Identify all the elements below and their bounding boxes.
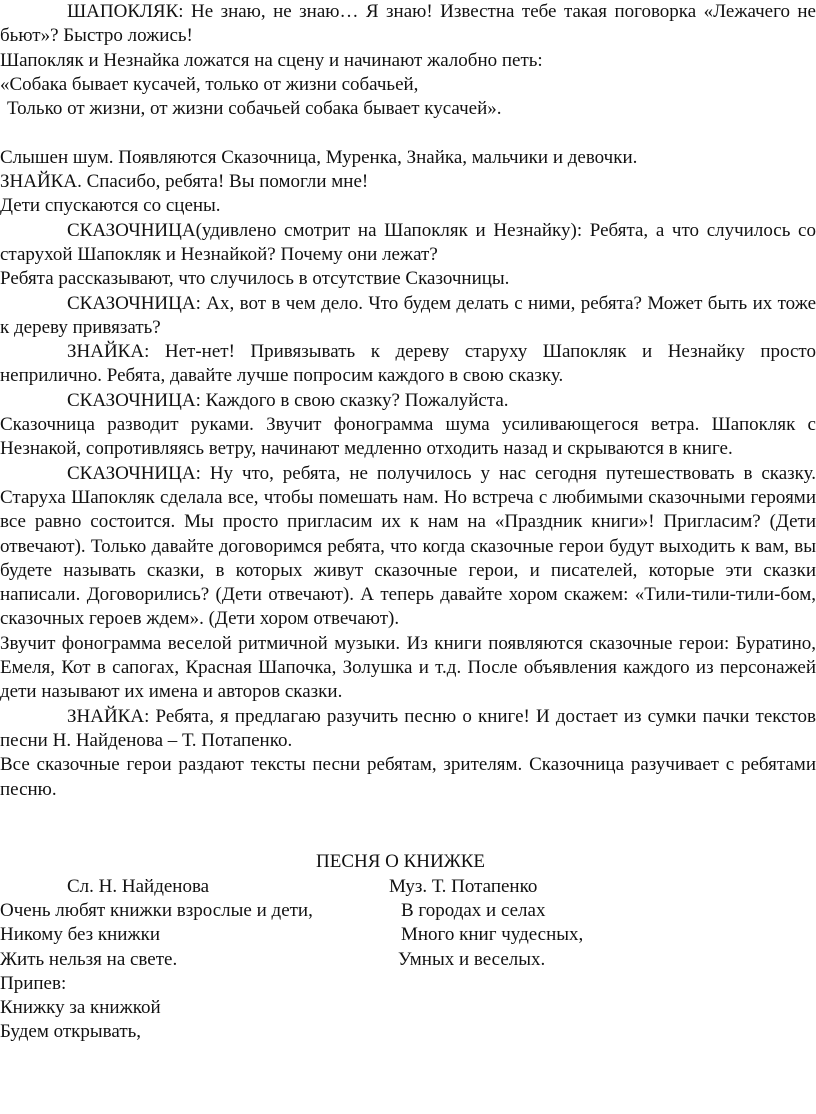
paragraph-storyteller-surprised: СКАЗОЧНИЦА(удивлено смотрит на Шапокляк и Незнайку): Ребята, а что случилось со старухой Шапокляк и Незнайкой? Почему они лежат? <box>0 219 816 265</box>
paragraph-znayka-no: ЗНАЙКА: Нет-нет! Привязывать к дереву старуху Шапокляк и Незнайку просто неприлично. Ребята, давайте лучше попросим каждого в свою сказку. <box>0 341 816 387</box>
verse-row-3 <box>0 948 816 972</box>
paragraph-storyteller-what-to-do: СКАЗОЧНИЦА: Ах, вот в чем дело. Что будем делать с ними, ребята? Может быть их тоже к дереву привязать? <box>0 292 816 338</box>
paragraph-children-descend: Дети спускаются со сцены. <box>0 195 221 217</box>
paragraph-music-heroes: Звучит фонограмма веселой ритмичной музыки. Из книги появляются сказочные герои: Буратино, Емеля, Кот в сапогах, Красная Шапочка, Золушка и т.д. После объявления каждого из персонажей дети называют их имена и авторов сказки. <box>0 632 816 703</box>
verse-row-2 <box>0 923 816 947</box>
song-line-1: «Собака бывает кусачей, только от жизни собачьей, <box>0 73 419 95</box>
verse-right-line-2: Много книг чудесных, <box>401 924 584 946</box>
song-credits <box>0 875 816 899</box>
paragraph-heroes-hand-out: Все сказочные герои раздают тексты песни ребятам, зрителям. Сказочница разучивает с ребятами песню. <box>0 754 816 800</box>
song-lyricist: Сл. Н. Найденова <box>67 875 210 897</box>
paragraph-znayka-thanks: ЗНАЙКА. Спасибо, ребята! Вы помогли мне! <box>0 171 369 193</box>
paragraph-wind-sound: Сказочница разводит руками. Звучит фонограмма шума усиливающегося ветра. Шапокляк с Незнакой, сопротивляясь ветру, начинают медленно отходить назад и скрываются в книге. <box>0 414 816 460</box>
blank-lines <box>0 802 816 851</box>
chorus-line-1: Книжку за книжкой <box>0 997 161 1019</box>
verse-row-1 <box>0 899 816 923</box>
paragraph-children-tell: Ребята рассказывают, что случилось в отсутствие Сказочницы. <box>0 268 510 290</box>
verse-left-line-2: Никому без книжки <box>0 924 160 946</box>
paragraph-znayka-song: ЗНАЙКА: Ребята, я предлагаю разучить песню о книге! И достает из сумки пачки текстов песни Н. Найденова – Т. Потапенко. <box>0 705 816 751</box>
song-composer: Муз. Т. Потапенко <box>389 875 538 897</box>
verse-left-line-3: Жить нельзя на свете. <box>0 948 178 970</box>
verse-right-line-1: В городах и селах <box>401 899 546 921</box>
verse-right-line-3: Умных и веселых. <box>398 948 546 970</box>
chorus-line-2: Будем открывать, <box>0 1021 142 1043</box>
paragraph-storyteller-invite: СКАЗОЧНИЦА: Ну что, ребята, не получилось у нас сегодня путешествовать в сказку. Старуха Шапокляк сделала все, чтобы помешать нам. Но встреча с любимыми сказочными героями все равно состоится. Мы просто пригласим их к нам на «Праздник книги»! Пригласим? (Дети отвечают). Только давайте договоримся ребята, что когда сказочные герои будут выходить к вам, вы будете называть сказки, в которых живут сказочные герои, и писателей, которые эти сказки написали. Договорились? (Дети отвечают). А теперь давайте хором скажем: «Тили-тили-тили-бом, сказочных героев ждем». (Дети хором отвечают). <box>0 462 816 630</box>
blank-line <box>0 121 816 145</box>
chorus-label: Припев: <box>0 972 67 994</box>
paragraph-noise-heard: Слышен шум. Появляются Сказочница, Муренка, Знайка, мальчики и девочки. <box>0 146 638 168</box>
paragraph-stage-direction-lie-down: Шапокляк и Незнайка ложатся на сцену и начинают жалобно петь: <box>0 49 543 71</box>
paragraph-shapoklyak-proverb: ШАПОКЛЯК: Не знаю, не знаю… Я знаю! Известна тебе такая поговорка «Лежачего не бьют»? Быстро ложись! <box>0 1 816 47</box>
paragraph-storyteller-each-tale: СКАЗОЧНИЦА: Каждого в свою сказку? Пожалуйста. <box>67 389 509 411</box>
song-line-2: Только от жизни, от жизни собачьей собака бывает кусачей». <box>7 98 502 120</box>
verse-left-line-1: Очень любят книжки взрослые и дети, <box>0 899 313 921</box>
song-title: ПЕСНЯ О КНИЖКЕ <box>316 851 486 873</box>
